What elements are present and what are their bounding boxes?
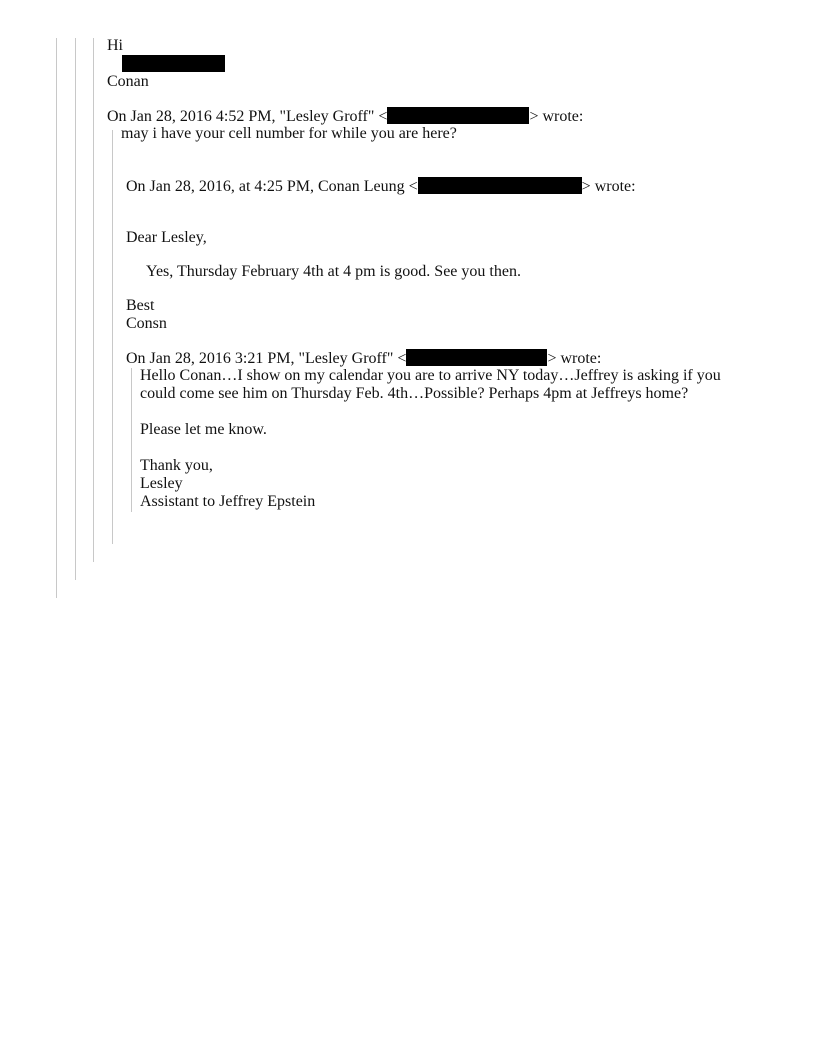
- original-header: [126, 349, 601, 368]
- reply2-header: [126, 177, 636, 196]
- greeting: Hi: [107, 37, 123, 54]
- reply2-closing: Best: [126, 297, 155, 314]
- signoff-name: Conan: [107, 73, 149, 90]
- redaction-block: [122, 55, 225, 72]
- original-request: Please let me know.: [140, 421, 267, 438]
- original-sender-title: Assistant to Jeffrey Epstein: [140, 493, 316, 510]
- original-thanks: Thank you,: [140, 457, 213, 474]
- reply2-header-wrote: > wrote:: [581, 178, 636, 195]
- reply2-signature: Consn: [126, 315, 167, 332]
- reply1-body: may i have your cell number for while you are here?: [121, 125, 457, 142]
- redacted-email: [418, 177, 582, 194]
- redacted-email: [387, 107, 529, 124]
- redacted-email: [406, 349, 547, 366]
- original-body-line-2: could come see him on Thursday Feb. 4th…Possible? Perhaps 4pm at Jeffreys home?: [140, 385, 689, 402]
- original-header-text: On Jan 28, 2016 3:21 PM, "Lesley Groff" <: [126, 350, 407, 367]
- quote-bar-level-3: [93, 38, 94, 562]
- reply2-header-text: On Jan 28, 2016, at 4:25 PM, Conan Leung <: [126, 178, 418, 195]
- original-header-wrote: > wrote:: [547, 350, 602, 367]
- reply2-body: Yes, Thursday February 4th at 4 pm is good. See you then.: [146, 263, 521, 280]
- reply2-salutation: Dear Lesley,: [126, 229, 207, 246]
- quote-bar-level-4: [112, 130, 113, 544]
- redacted-phone-number: [122, 55, 225, 74]
- quote-bar-level-1: [56, 38, 57, 598]
- reply1-header-wrote: > wrote:: [529, 108, 584, 125]
- quote-bar-level-2: [75, 38, 76, 580]
- reply1-header-text: On Jan 28, 2016 4:52 PM, "Lesley Groff" <: [107, 108, 388, 125]
- reply1-header: [107, 107, 583, 126]
- original-sender-name: Lesley: [140, 475, 183, 492]
- original-body-line-1: Hello Conan…I show on my calendar you are to arrive NY today…Jeffrey is asking if you: [140, 367, 721, 384]
- quote-bar-level-5: [131, 368, 132, 512]
